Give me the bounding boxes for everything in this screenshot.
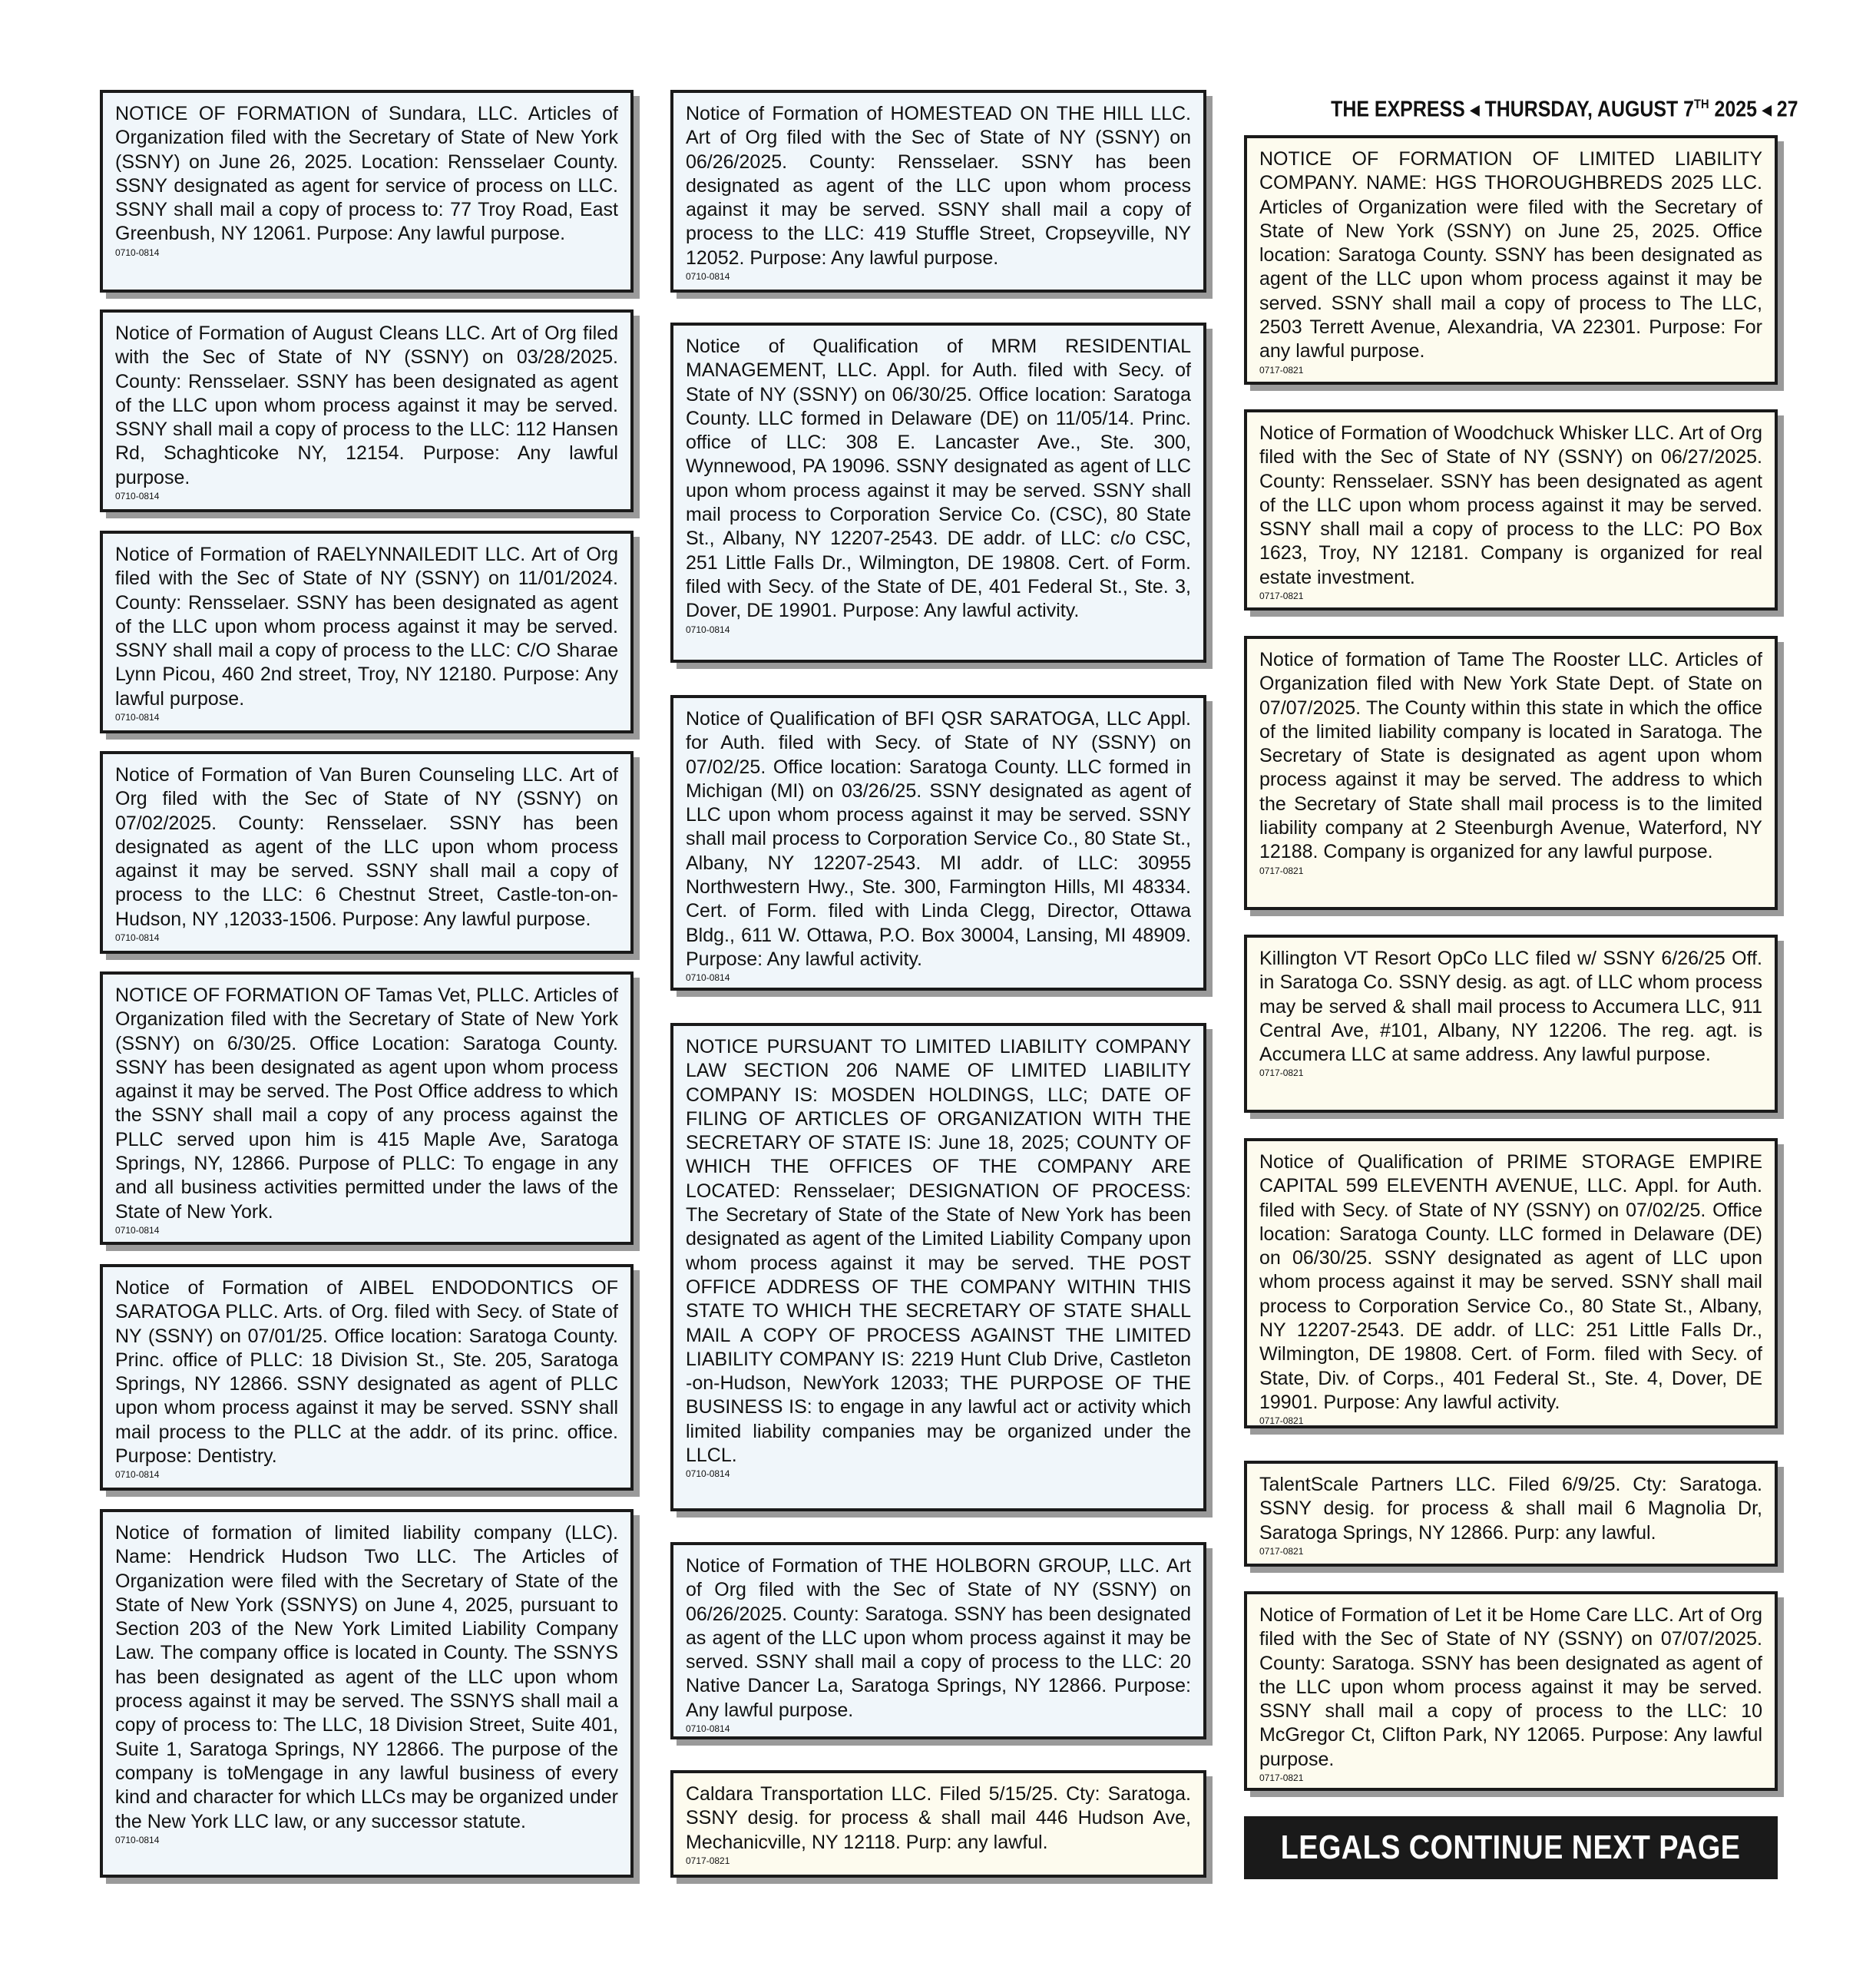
legal-notice xyxy=(100,90,634,293)
paper-name: THE EXPRESS xyxy=(1331,97,1465,122)
legal-notice xyxy=(670,1023,1206,1511)
notice-code: 0710-0814 xyxy=(115,712,160,723)
notice-code: 0710-0814 xyxy=(115,1224,160,1236)
notice-code: 0717-0821 xyxy=(1259,865,1304,876)
legal-notice xyxy=(670,695,1206,991)
notice-code: 0710-0814 xyxy=(115,1834,160,1845)
notice-code: 0710-0814 xyxy=(115,491,160,502)
notice-code: 0710-0814 xyxy=(115,1469,160,1481)
notice-text: Notice of Qualification of BFI QSR SARATOGA, LLC Appl. for Auth. filed with Secy. of State of NY (SSNY) on 07/02/25. Office location: Saratoga County. LLC formed in Michigan (MI) on 03/26/25. SSNY designated as agent of LLC upon whom process against it may be served. SSNY shall mail process to Corporation Service Co., 80 State St., Albany, NY 12207-2543. MI addr. of LLC: 30955 Northwestern Hwy., Ste. 300, Farmington Hills, MI 48334. Cert. of Form. filed with Linda Clegg, Director, Ottawa Bldg., 611 W. Ottawa, P.O. Box 30004, Lansing, MI 48909. Purpose: Any lawful activity. xyxy=(686,708,1191,970)
notice-code: 0710-0814 xyxy=(686,624,730,635)
page-header xyxy=(1331,89,1798,127)
legal-notice xyxy=(670,323,1206,663)
notice-text: TalentScale Partners LLC. Filed 6/9/25. Cty: Saratoga. SSNY desig. for process & shall mail 6 Magnolia Dr, Saratoga Springs, NY 12866. Purp: any lawful. xyxy=(1259,1474,1762,1544)
notice-text: Notice of Formation of RAELYNNAILEDIT LLC. Art of Org filed with the Sec of State of NY (SSNY) on 11/01/2024. County: Rensselaer. SSNY has been designated as agent of the LLC upon whom process against it may be served. SSNY shall mail a copy of process to the LLC: C/O Sharae Lynn Picou, 460 2nd street, Troy, NY 12180. Purpose: Any lawful purpose. xyxy=(115,544,618,710)
legal-notice xyxy=(1244,135,1778,385)
notice-code: 0717-0821 xyxy=(1259,1772,1304,1784)
continue-banner xyxy=(1244,1816,1778,1879)
notice-text: NOTICE OF FORMATION OF Tamas Vet, PLLC. Articles of Organization filed with the Secretary of State of New York (SSNY) on 6/30/25. Office Location: Saratoga County. SSNY has been designated as agent upon whom process against it may be served. The Post Office address to which the SSNY shall mail a copy of any process against the PLLC served upon him is 415 Maple Ave, Saratoga Springs, NY, 12866. Purpose of PLLC: To engage in any and all business activities permitted under the laws of the State of New York. xyxy=(115,985,618,1223)
notice-code: 0710-0814 xyxy=(686,1468,730,1480)
notice-code: 0717-0821 xyxy=(1259,364,1304,376)
legal-notice xyxy=(670,1542,1206,1739)
legal-notice xyxy=(100,309,634,512)
notice-text: NOTICE OF FORMATION OF LIMITED LIABILITY COMPANY. NAME: HGS THOROUGHBREDS 2025 LLC. Articles of Organization were filed with the Secretary of State of New York (SSNY) on June 25, 2025. Office location: Saratoga County. SSNY has been designated as agent of the LLC upon whom process against it may be served. SSNY shall mail a copy of process to The LLC, 2503 Terrett Avenue, Alexandria, VA 22301. Purpose: For any lawful purpose. xyxy=(1259,148,1762,362)
notice-code: 0717-0821 xyxy=(686,1855,730,1866)
notice-text: Notice of Formation of HOMESTEAD ON THE HILL LLC. Art of Org filed with the Sec of State of NY (SSNY) on 06/26/2025. County: Rensselaer. SSNY has been designated as agent of the LLC upon whom process against it may be served. SSNY shall mail a copy of process to the LLC: 419 Stuffle Street, Cropseyville, NY 12052. Purpose: Any lawful purpose. xyxy=(686,103,1191,269)
notice-code: 0710-0814 xyxy=(115,932,160,944)
notice-text: Notice of formation of limited liability company (LLC). Name: Hendrick Hudson Two LLC. The Articles of Organization were filed with the Secretary of State of the State of New York (SSNYS) on June 4, 2025, pursuant to Section 203 of the New York Limited Liability Company Law. The company office is located in County. The SSNYS has been designated as agent of the LLC upon whom process against it may be served. The SSNYS shall mail a copy of process to: The LLC, 18 Division Street, Suite 401, Suite 1, Saratoga Springs, NY 12866. The purpose of the company is toMengage in any lawful business of every kind and character for which LLCs may be organized under the New York LLC law, or any successor statute. xyxy=(115,1522,618,1832)
notice-text: Notice of Formation of August Cleans LLC. Art of Org filed with the Sec of State of NY (SSNY) on 03/28/2025. County: Rensselaer. SSNY has been designated as agent of the LLC upon whom process against it may be served. SSNY shall mail a copy of process to the LLC: 112 Hansen Rd, Schaghticoke NY, 12154. Purpose: Any lawful purpose. xyxy=(115,323,618,488)
legal-notice xyxy=(1244,636,1778,910)
notice-text: Killington VT Resort OpCo LLC filed w/ SSNY 6/26/25 Off. in Saratoga Co. SSNY desig. as agt. of LLC whom process may be served & shall mail process to Accumera LLC, 911 Central Ave, #101, Albany, NY 12206. The reg. agt. is Accumera LLC at same address. Any lawful purpose. xyxy=(1259,948,1762,1066)
notice-text: Notice of Formation of Van Buren Counseling LLC. Art of Org filed with the Sec of State of NY (SSNY) on 07/02/2025. County: Rensselaer. SSNY has been designated as agent of the LLC upon whom process against it may be served. SSNY shall mail a copy of process to the LLC: 6 Chestnut Street, Castle-ton-on-Hudson, NY ,12033-1506. Purpose: Any lawful purpose. xyxy=(115,764,618,930)
issue-date: THURSDAY, AUGUST 7 xyxy=(1484,97,1695,122)
legal-notice xyxy=(100,1509,634,1878)
notice-text: Notice of Formation of Woodchuck Whisker LLC. Art of Org filed with the Sec of State of NY (SSNY) on 06/27/2025. County: Rensselaer. SSNY has been designated as agent of the LLC upon whom process against it may be served. SSNY shall mail a copy of process to the LLC: PO Box 1623, Troy, NY 12181. Company is organized for real estate investment. xyxy=(1259,422,1762,588)
notice-code: 0717-0821 xyxy=(1259,1415,1304,1427)
legal-notice xyxy=(100,751,634,954)
notice-code: 0717-0821 xyxy=(1259,1545,1304,1557)
notice-code: 0710-0814 xyxy=(686,1723,730,1735)
notice-code: 0710-0814 xyxy=(115,247,160,258)
notice-text: Notice of Formation of AIBEL ENDODONTICS OF SARATOGA PLLC. Arts. of Org. filed with Secy. of State of NY (SSNY) on 07/01/25. Office location: Saratoga County. Princ. office of PLLC: 18 Division St., Ste. 205, Saratoga Springs, NY 12866. SSNY designated as agent of PLLC upon whom process against it may be served. SSNY shall mail process to the PLLC at the addr. of its princ. office. Purpose: Dentistry. xyxy=(115,1277,618,1468)
legal-notice xyxy=(1244,409,1778,611)
notice-text: Caldara Transportation LLC. Filed 5/15/25. Cty: Saratoga. SSNY desig. for process & shall mail 446 Hudson Ave, Mechanicville, NY 12118. Purp: any lawful. xyxy=(686,1783,1191,1853)
notice-text: Notice of Formation of THE HOLBORN GROUP, LLC. Art of Org filed with the Sec of State of NY (SSNY) on 06/26/2025. County: Saratoga. SSNY has been designated as agent of the LLC upon whom process against it may be served. SSNY shall mail a copy of process to the LLC: 20 Native Dancer La, Saratoga Springs, NY 12866. Purpose: Any lawful purpose. xyxy=(686,1555,1191,1721)
legal-notice xyxy=(670,90,1206,293)
notice-text: NOTICE PURSUANT TO LIMITED LIABILITY COMPANY LAW SECTION 206 NAME OF LIMITED LIABILITY COMPANY IS: MOSDEN HOLDINGS, LLC; DATE OF FILING OF ARTICLES OF ORGANIZATION WITH THE SECRETARY OF STATE IS: June 18, 2025; COUNTY OF WHICH THE OFFICES OF THE COMPANY ARE LOCATED: Rensselaer; DESIGNATION OF PROCESS: The Secretary of State of the State of New York has been designated as agent of the Limited Liability Company upon whom process against it may be served. THE POST OFFICE ADDRESS OF THE COMPANY WITHIN THIS STATE TO WHICH THE SECRETARY OF STATE SHALL MAIL A COPY OF PROCESS AGAINST THE LIMITED LIABILITY COMPANY IS: 2219 Hunt Club Drive, Castleton -on-Hudson, NewYork 12033; THE PURPOSE OF THE BUSINESS IS: to engage in any lawful act or activity which limited liability companies may be organized under the LLCL. xyxy=(686,1036,1191,1467)
continue-banner-text: LEGALS CONTINUE NEXT PAGE xyxy=(1281,1829,1741,1866)
notice-text: Notice of Qualification of MRM RESIDENTIAL MANAGEMENT, LLC. Appl. for Auth. filed with Secy. of State of NY (SSNY) on 06/30/25. Office location: Saratoga County. LLC formed in Delaware (DE) on 11/05/14. Princ. office of LLC: 308 E. Lancaster Ave., Ste. 300, Wynnewood, PA 19096. SSNY designated as agent of LLC upon whom process against it may be served. SSNY shall mail process to Corporation Service Co. (CSC), 80 State St., Albany, NY 12207-2543. DE addr. of LLC: c/o CSC, 251 Little Falls Dr., Wilmington, DE 19808. Cert. of Form. filed with Secy. of the State of DE, 401 Federal St., Ste. 3, Dover, DE 19901. Purpose: Any lawful activity. xyxy=(686,336,1191,622)
legal-notice xyxy=(1244,935,1778,1113)
notice-text: NOTICE OF FORMATION of Sundara, LLC. Articles of Organization filed with the Secretary of State of New York (SSNY) on June 26, 2025. Location: Rensselaer County. SSNY designated as agent for service of process on LLC. SSNY shall mail a copy of process to: 77 Troy Road, East Greenbush, NY 12061. Purpose: Any lawful purpose. xyxy=(115,103,618,245)
notice-code: 0717-0821 xyxy=(1259,1067,1304,1079)
legal-notice xyxy=(1244,1138,1778,1428)
legal-notice xyxy=(1244,1591,1778,1791)
notice-text: Notice of Qualification of PRIME STORAGE EMPIRE CAPITAL 599 ELEVENTH AVENUE, LLC. Appl. for Auth. filed with Secy. of State of NY (SSNY) on 07/02/25. Office location: Saratoga County. LLC formed in Delaware (DE) on 06/30/25. SSNY designated as agent of LLC upon whom process against it may be served. SSNY shall mail process to Corporation Service Co., 80 State St., Albany, NY 12207-2543. DE addr. of LLC: 251 Little Falls Dr., Wilmington, DE 19808. Cert. of Form. filed with Secy. of State, Div. of Corps., 401 Federal St., Ste. 4, Dover, DE 19901. Purpose: Any lawful activity. xyxy=(1259,1151,1762,1413)
notice-code: 0710-0814 xyxy=(686,972,730,984)
page-number: 27 xyxy=(1776,97,1798,122)
legal-notice xyxy=(100,531,634,733)
notice-text: Notice of Formation of Let it be Home Care LLC. Art of Org filed with the Sec of State of NY (SSNY) on 07/07/2025. County: Saratoga. SSNY has been designated as agent of the LLC upon whom process against it may be served. SSNY shall mail a copy of process to the LLC: 10 McGregor Ct, Clifton Park, NY 12065. Purpose: Any lawful purpose. xyxy=(1259,1604,1762,1770)
notice-text: Notice of formation of Tame The Rooster LLC. Articles of Organization filed with New York State Dept. of State on 07/07/2025. The County within this state in which the office of the limited liability company is located in Saratoga. The Secretary of State is designated as agent upon whom process against it may be served. The address to which the Secretary of State shall mail process is to the limited liability company at 2 Steenburgh Avenue, Waterford, NY 12188. Company is organized for any lawful purpose. xyxy=(1259,649,1762,863)
issue-year: 2025 xyxy=(1714,97,1757,122)
notice-code: 0717-0821 xyxy=(1259,591,1304,602)
legal-notice xyxy=(100,971,634,1245)
legal-notice xyxy=(100,1264,634,1491)
date-suffix: TH xyxy=(1694,97,1709,111)
notice-code: 0710-0814 xyxy=(686,271,730,283)
separator-arrow-icon: ◀ xyxy=(1470,101,1480,117)
separator-arrow-icon: ◀ xyxy=(1762,101,1772,117)
legal-notice xyxy=(1244,1461,1778,1567)
legal-notice xyxy=(670,1770,1206,1878)
